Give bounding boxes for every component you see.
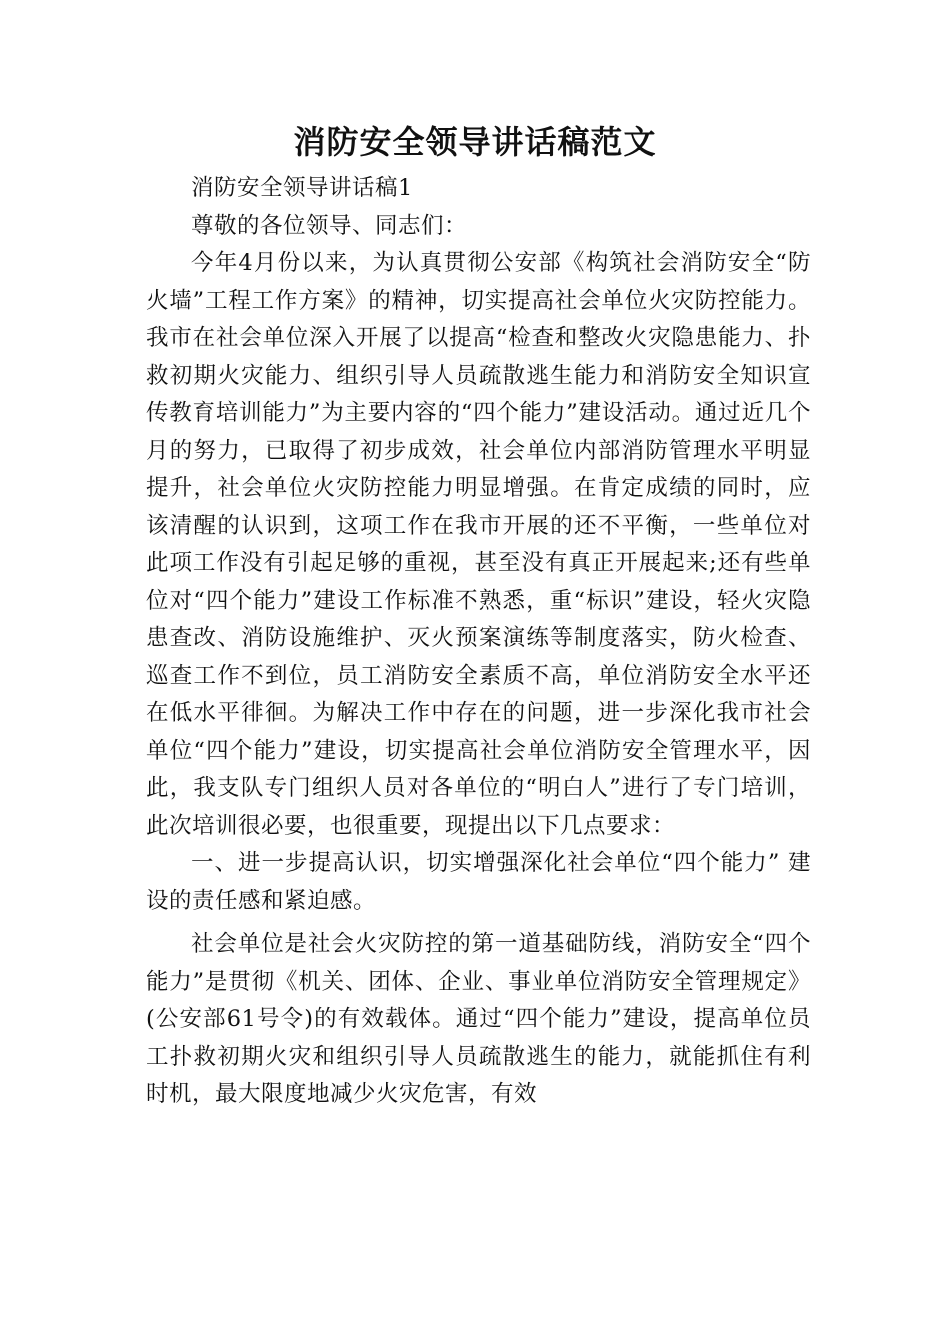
paragraph-section-one: 一、进一步提高认识，切实增强深化社会单位“四个能力” 建设的责任感和紧迫感。 (146, 850, 811, 914)
document-title: 消防安全领导讲话稿范文 (293, 123, 657, 161)
paragraph-salutation: 尊敬的各位领导、同志们： (191, 212, 468, 239)
document-body (146, 170, 811, 1114)
paragraph-section-one-body: 社会单位是社会火灾防控的第一道基础防线，消防安全“四个能力”是贯彻《机关、团体、企业、事业单位消防安全管理规定》(公安部61号令)的有效载体。通过“四个能力”建设，提高单位员工扑救初期火灾和组织引导人员疏散逃生的能力，就能抓住有利时机，最大限度地减少火灾危害，有效 (146, 931, 811, 1107)
paragraph-main: 今年4月份以来，为认真贯彻公安部《构筑社会消防安全“防火墙”工程工作方案》的精神，切实提高社会单位火灾防控能力。我市在社会单位深入开展了以提高“检查和整改火灾隐患能力、扑救初期火灾能力、组织引导人员疏散逃生能力和消防安全知识宣传教育培训能力”为主要内容的“四个能力”建设活动。通过近几个月的努力，已取得了初步成效，社会单位内部消防管理水平明显提升，社会单位火灾防控能力明显增强。在肯定成绩的同时，应该清醒的认识到，这项工作在我市开展的还不平衡，一些单位对此项工作没有引起足够的重视，甚至没有真正开展起来;还有些单位对“四个能力”建设工作标准不熟悉，重“标识”建设，轻火灾隐患查改、消防设施维护、灭火预案演练等制度落实，防火检查、巡查工作不到位，员工消防安全素质不高，单位消防安全水平还在低水平徘徊。为解决工作中存在的问题，进一步深化我市社会单位“四个能力”建设，切实提高社会单位消防安全管理水平，因此，我支队专门组织人员对各单位的“明白人”进行了专门培训，此次培训很必要，也很重要，现提出以下几点要求： (146, 250, 811, 839)
paragraph-heading: 消防安全领导讲话稿1 (191, 175, 413, 201)
